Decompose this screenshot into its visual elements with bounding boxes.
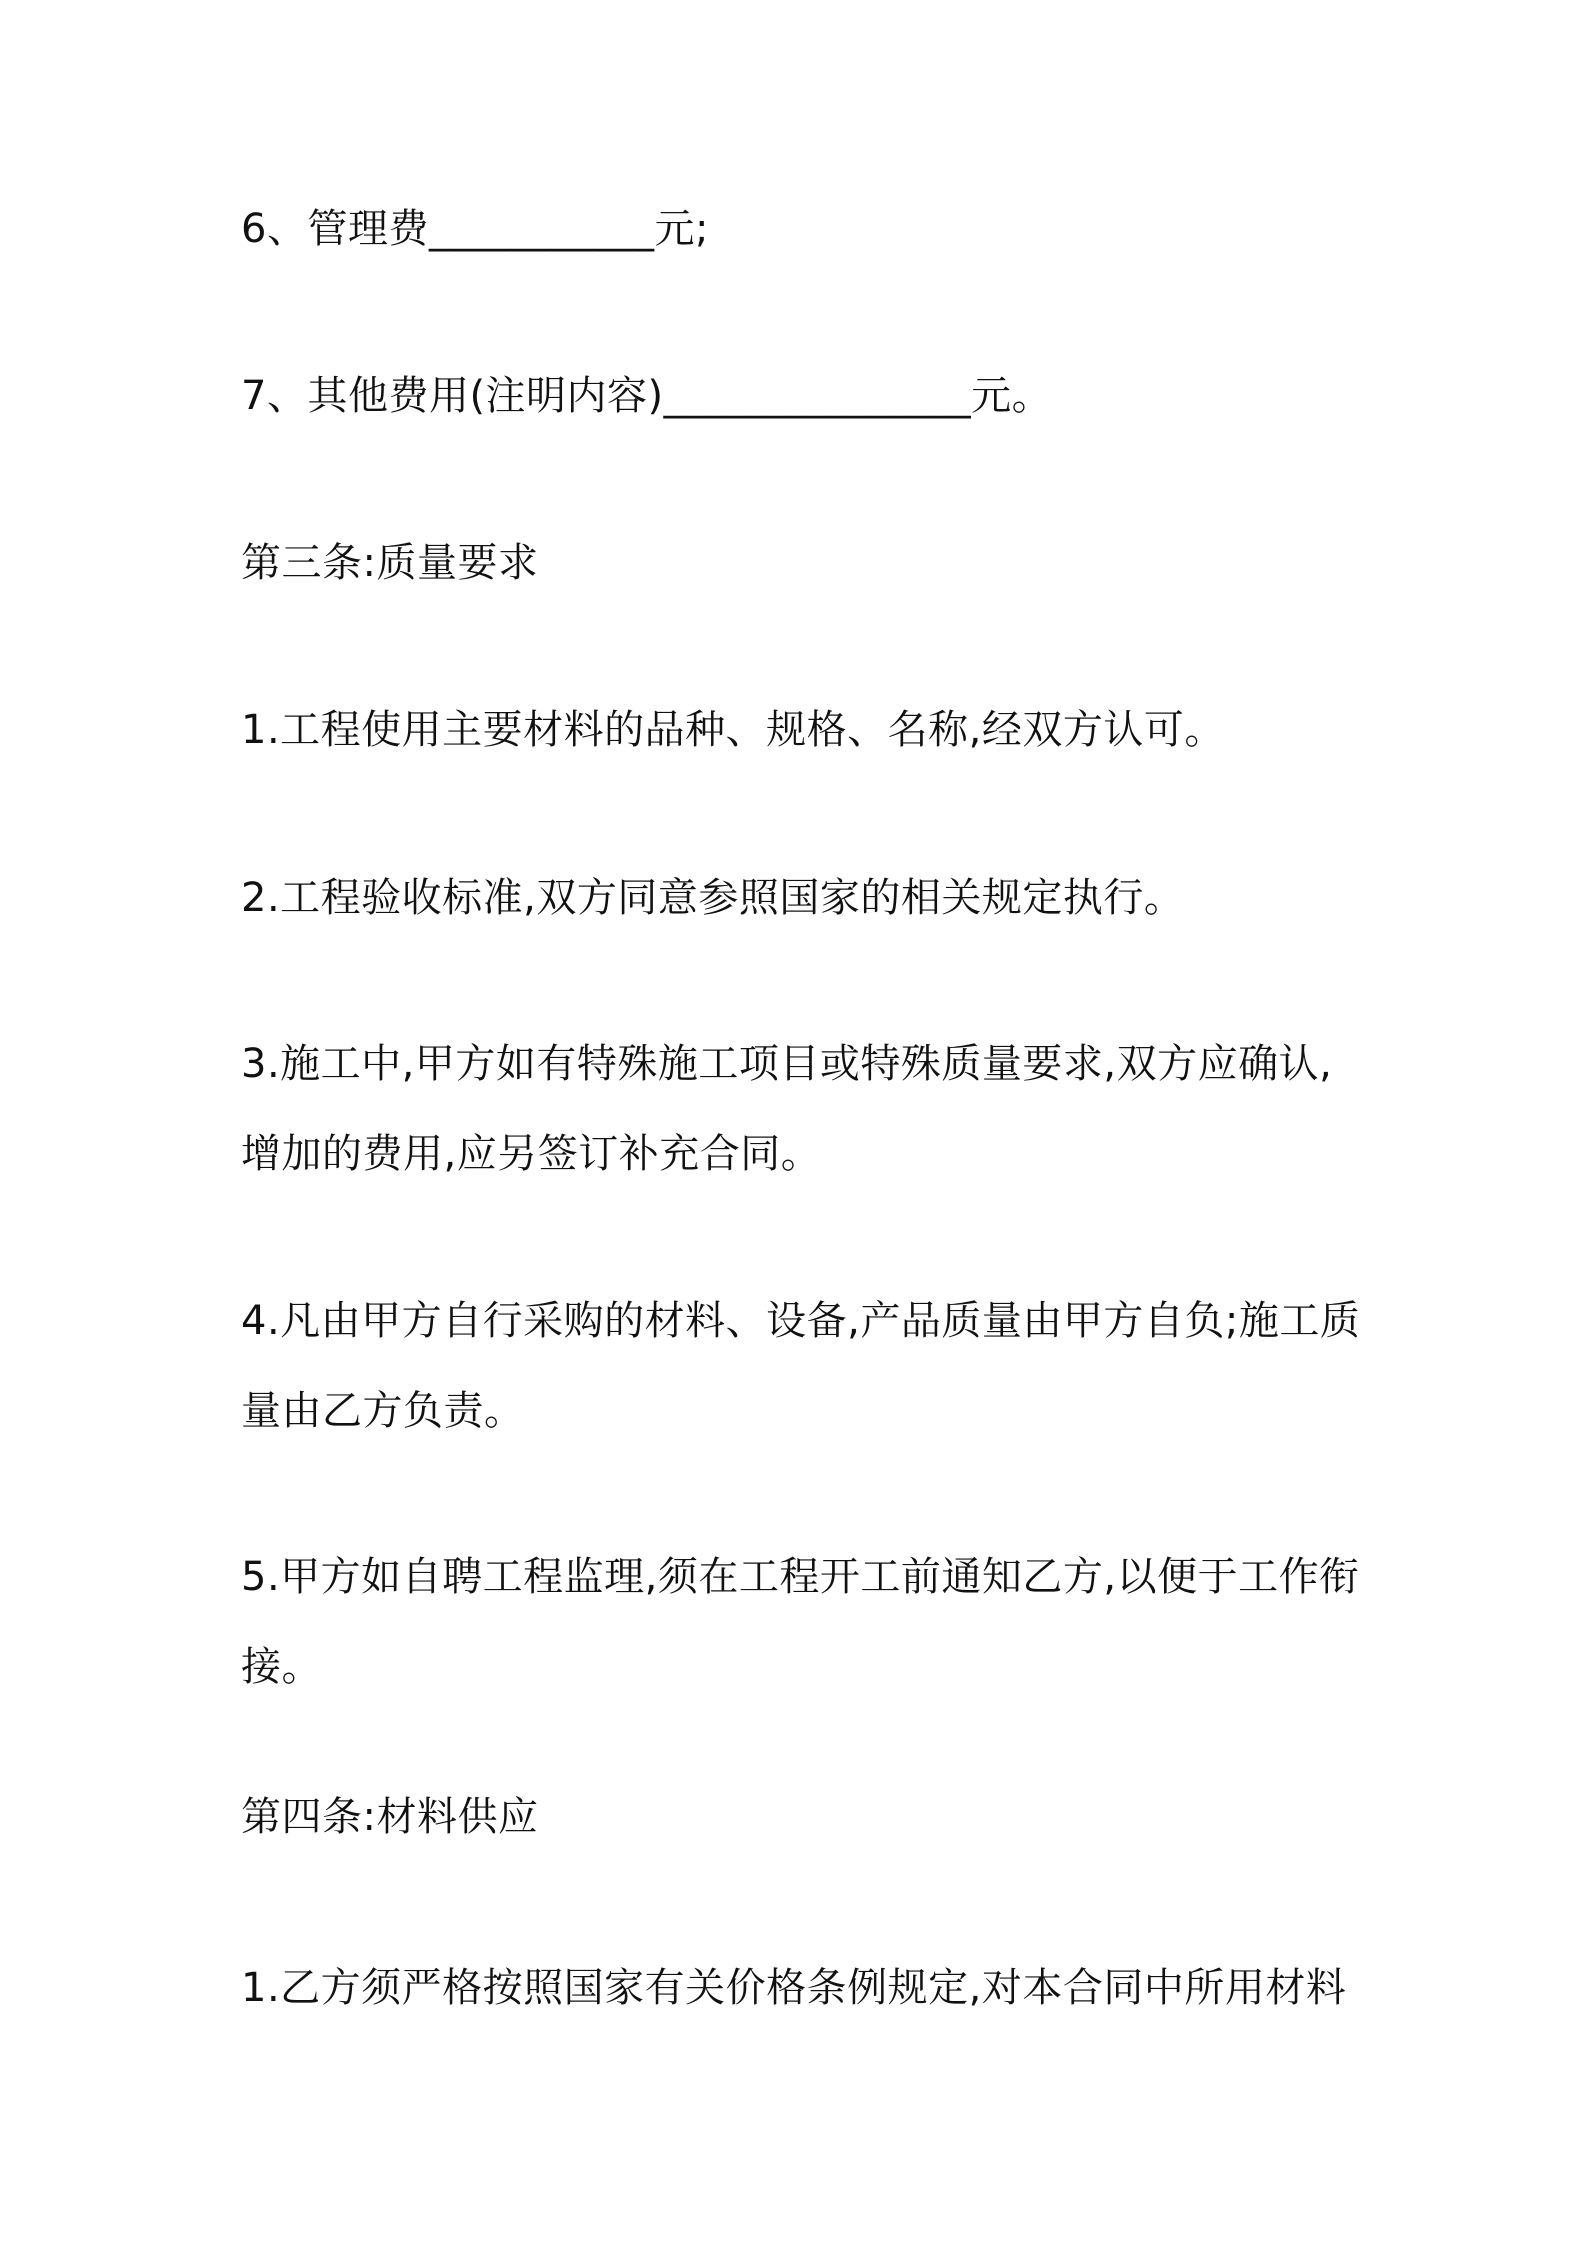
article-3-item-3: 3.施工中,甲方如有特殊施工项目或特殊质量要求,双方应确认,增加的费用,应另签订补充合同。 xyxy=(241,1041,1333,1177)
article-4-item-1: 1.乙方须严格按照国家有关价格条例规定,对本合同中所用材料 xyxy=(241,1965,1347,2011)
article-4-heading: 第四条:材料供应 xyxy=(241,1794,539,1840)
item-6-management-fee: 6、管理费___________元; xyxy=(241,206,709,252)
article-3-heading: 第三条:质量要求 xyxy=(241,540,539,586)
article-3-item-2: 2.工程验收标准,双方同意参照国家的相关规定执行。 xyxy=(241,875,1185,921)
article-3-item-5: 5.甲方如自聘工程监理,须在工程开工前通知乙方,以便于工作衔接。 xyxy=(241,1554,1360,1690)
article-3-item-1: 1.工程使用主要材料的品种、规格、名称,经双方认可。 xyxy=(241,707,1225,753)
article-3-item-4: 4.凡由甲方自行采购的材料、设备,产品质量由甲方自负;施工质量由乙方负责。 xyxy=(241,1298,1361,1434)
item-7-other-fees: 7、其他费用(注明内容)_______________元。 xyxy=(241,373,1053,419)
